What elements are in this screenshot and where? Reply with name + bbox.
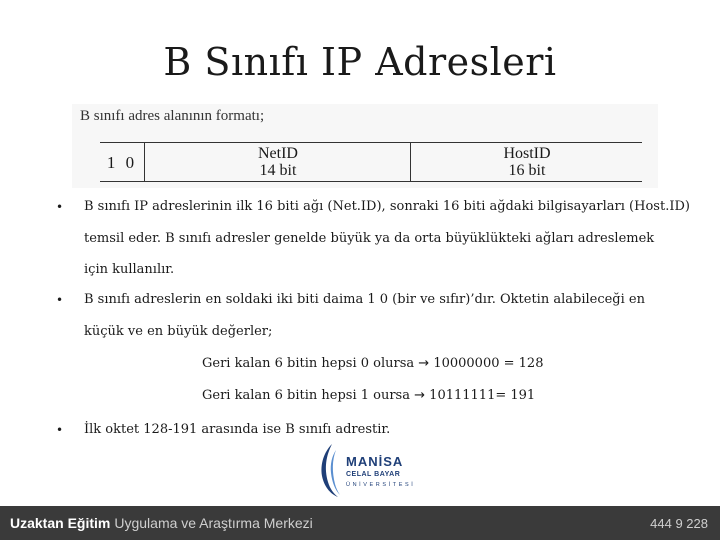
footer-brand-rest: Uygulama ve Araştırma Merkezi [114, 515, 313, 531]
format-caption: B sınıfı adres alanının formatı; [80, 108, 265, 124]
example-max-result: 10111111= 191 [429, 388, 536, 403]
netid-label: NetID [258, 145, 298, 162]
logo-university: ÜNİVERSİTESİ [346, 482, 416, 488]
logo-emblem-icon [318, 442, 344, 498]
example-max-text: Geri kalan 6 bitin hepsi 1 oursa [202, 388, 410, 403]
netid-cell [146, 143, 411, 181]
footer-brand-strong: Uzaktan Eğitim [10, 515, 111, 531]
bullet-marker: • [56, 200, 64, 214]
bullet-1-line-3: için kullanılır. [84, 262, 175, 277]
university-logo [316, 440, 416, 500]
bullet-1-line-2: temsil eder. B sınıfı adresler genelde büyük ya da orta büyüklükteki ağları adreslemek [84, 231, 655, 246]
bullet-2-line-1: B sınıfı adreslerin en soldaki iki biti daima 1 0 (bir ve sıfır)’dır. Oktetin alabileceği en [84, 292, 645, 307]
footer-bar [0, 506, 720, 540]
prefix-bits-cell [100, 143, 145, 181]
bullet-3-line-1: İlk oktet 128-191 arasında ise B sınıfı adrestir. [84, 422, 391, 437]
example-min-text: Geri kalan 6 bitin hepsi 0 olursa [202, 356, 415, 371]
hostid-label: HostID [503, 145, 551, 162]
example-max [202, 388, 535, 403]
footer-brand [10, 515, 313, 531]
example-min-result: 10000000 = 128 [433, 356, 544, 371]
arrow-icon: → [418, 356, 430, 371]
logo-subtitle: CELAL BAYAR [346, 471, 401, 478]
slide-title: B Sınıfı IP Adresleri [163, 40, 557, 84]
bullet-marker: • [56, 293, 64, 307]
bullet-1-line-1: B sınıfı IP adreslerinin ilk 16 biti ağı (Net.ID), sonraki 16 biti ağdaki bilgisayarları (Host.ID) [84, 199, 690, 214]
bullet-marker: • [56, 423, 64, 437]
logo-name: MANİSA [346, 454, 404, 469]
footer-phone: 444 9 228 [650, 516, 708, 531]
prefix-bits: 1 0 [106, 152, 138, 172]
hostid-cell [412, 143, 642, 181]
example-min [202, 356, 543, 371]
netid-bits: 14 bit [259, 162, 297, 179]
arrow-icon: → [414, 388, 426, 403]
hostid-bits: 16 bit [508, 162, 546, 179]
format-table [100, 142, 642, 182]
bullet-2-line-2: küçük ve en büyük değerler; [84, 324, 273, 339]
